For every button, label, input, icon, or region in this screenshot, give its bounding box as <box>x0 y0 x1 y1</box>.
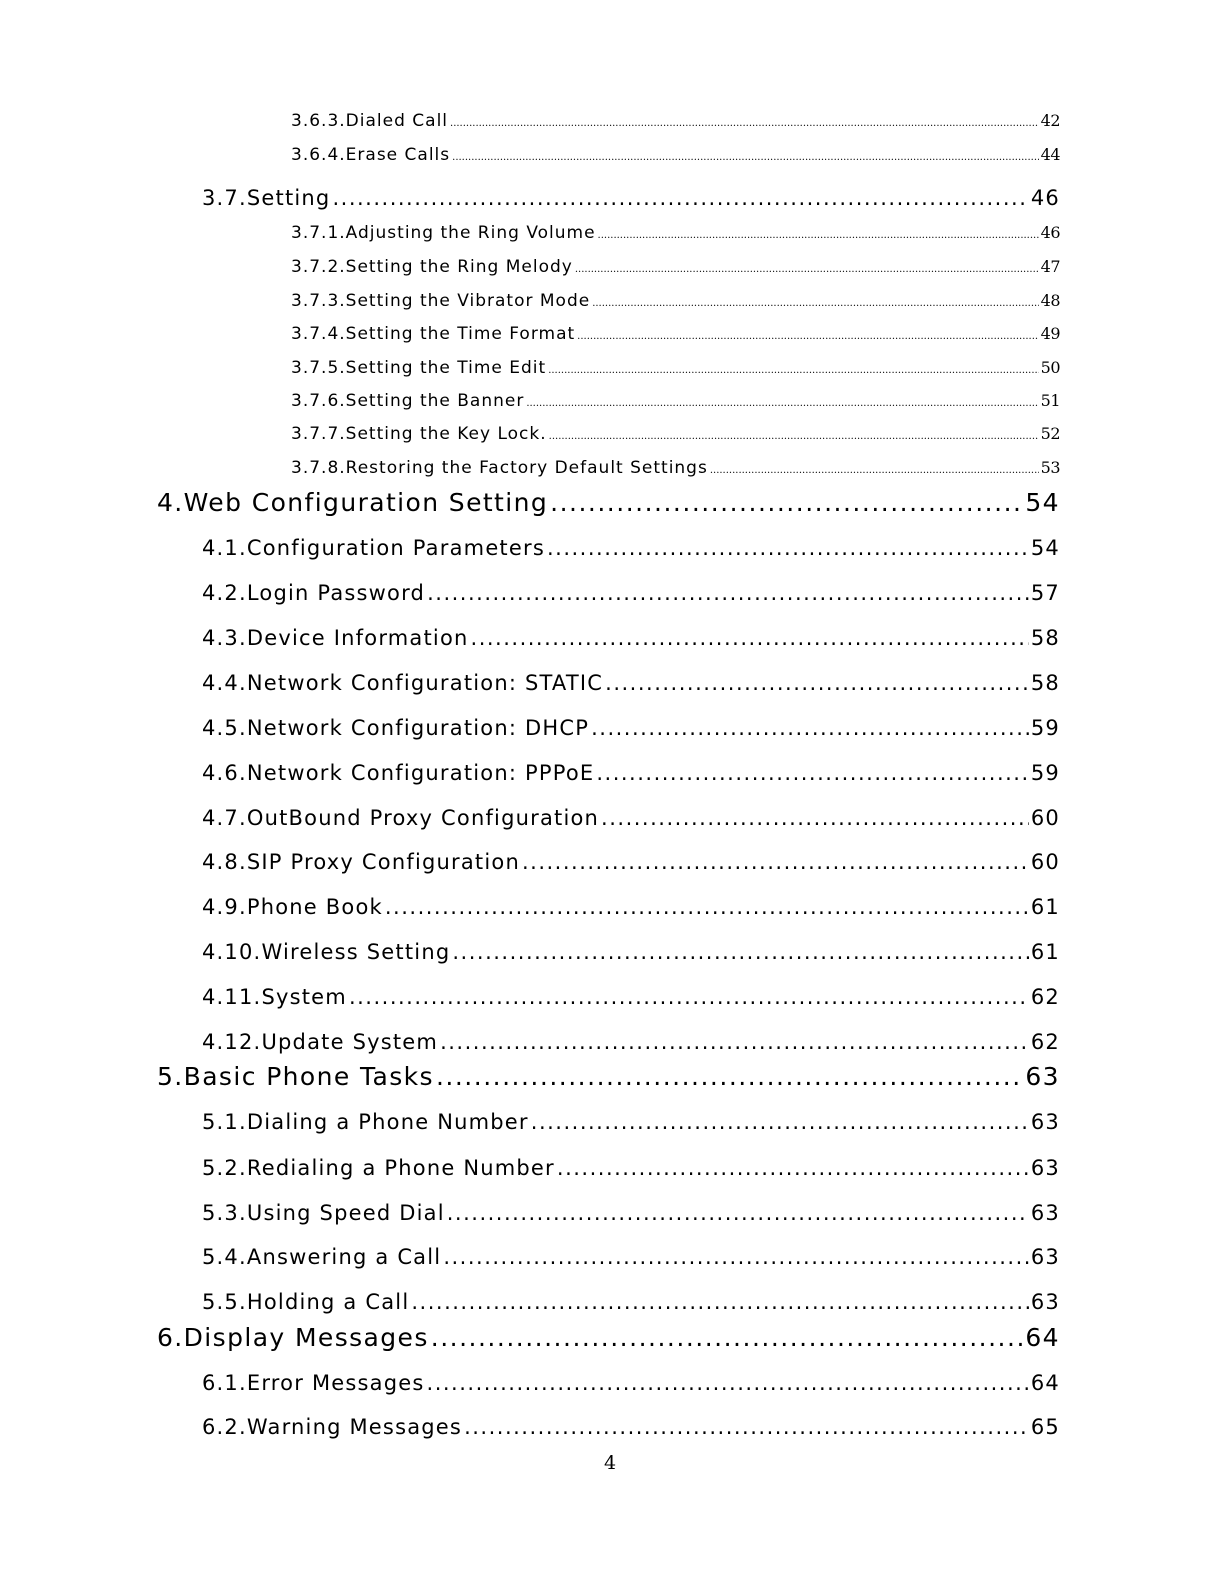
toc-entry[interactable] <box>291 324 1060 344</box>
dot-leader <box>548 365 1038 376</box>
toc-entry-page: 61 <box>1030 940 1060 964</box>
dot-leader <box>431 1323 1024 1352</box>
toc-entry-page: 64 <box>1025 1323 1060 1352</box>
dot-leader <box>452 940 1029 964</box>
toc-entry-number: 3.7.2. <box>291 257 346 277</box>
toc-entry-number: 3.7.7. <box>291 424 346 444</box>
toc-entry-number: 4.2. <box>202 581 247 605</box>
toc-entry-title: Web Configuration Setting <box>183 488 549 517</box>
toc-entry[interactable] <box>202 671 1060 695</box>
toc-entry-page: 63 <box>1030 1110 1060 1134</box>
toc-entry-number: 3.7.4. <box>291 324 346 344</box>
toc-entry[interactable] <box>202 1201 1060 1225</box>
toc-entry-page: 58 <box>1030 626 1060 650</box>
toc-entry[interactable] <box>202 1156 1060 1180</box>
dot-leader <box>557 1156 1029 1180</box>
toc-entry-page: 44 <box>1040 145 1060 164</box>
toc-entry-page: 53 <box>1040 458 1060 477</box>
toc-entry-number: 5.3. <box>202 1201 247 1225</box>
toc-entry[interactable] <box>291 257 1060 277</box>
toc-entry-title: Using Speed Dial <box>246 1201 445 1225</box>
toc-entry[interactable] <box>202 1371 1060 1395</box>
toc-entry-number: 3.7. <box>202 186 247 210</box>
toc-entry[interactable] <box>291 145 1060 165</box>
toc-entry-title: Holding a Call <box>246 1290 410 1314</box>
toc-entry-number: 5.5. <box>202 1290 247 1314</box>
toc-entry-number: 6.2. <box>202 1415 247 1439</box>
dot-leader <box>452 152 1039 163</box>
toc-entry[interactable] <box>202 850 1060 874</box>
toc-entry-title: Redialing a Phone Number <box>246 1156 555 1180</box>
toc-entry-page: 42 <box>1040 111 1060 130</box>
toc-entry-page: 62 <box>1030 985 1060 1009</box>
toc-entry-number: 3.7.6. <box>291 391 346 411</box>
toc-entry[interactable] <box>291 458 1060 478</box>
toc-entry-title: Dialing a Phone Number <box>246 1110 529 1134</box>
toc-entry-title: Erase Calls <box>345 145 451 165</box>
toc-entry-title: Restoring the Factory Default Settings <box>345 458 708 478</box>
dot-leader <box>450 118 1039 129</box>
toc-entry[interactable] <box>291 291 1060 311</box>
toc-entry-page: 63 <box>1030 1201 1060 1225</box>
toc-entry-page: 59 <box>1030 761 1060 785</box>
toc-entry-number: 3.7.1. <box>291 223 346 243</box>
toc-entry-title: Setting the Ring Melody <box>345 257 573 277</box>
toc-entry-number: 4.1. <box>202 536 247 560</box>
toc-entry[interactable] <box>157 488 1060 517</box>
toc-entry[interactable] <box>157 1062 1060 1091</box>
toc-entry-number: 3.7.8. <box>291 458 346 478</box>
toc-entry[interactable] <box>291 223 1060 243</box>
toc-entry-number: 4.9. <box>202 895 247 919</box>
toc-entry-title: Warning Messages <box>246 1415 463 1439</box>
dot-leader <box>443 1245 1029 1269</box>
dot-leader <box>471 626 1029 650</box>
dot-leader <box>550 488 1023 517</box>
dot-leader <box>427 1371 1029 1395</box>
toc-entry[interactable] <box>202 1030 1060 1054</box>
dot-leader <box>531 1110 1029 1134</box>
toc-entry[interactable] <box>202 895 1060 919</box>
toc-entry-page: 49 <box>1040 324 1060 343</box>
toc-entry-title: Update System <box>261 1030 439 1054</box>
toc-entry-page: 65 <box>1030 1415 1060 1439</box>
dot-leader <box>601 806 1029 830</box>
toc-entry-page: 48 <box>1040 291 1060 310</box>
toc-entry-page: 46 <box>1040 223 1060 242</box>
toc-entry[interactable] <box>202 1245 1060 1269</box>
toc-entry-number: 4.12. <box>202 1030 262 1054</box>
toc-entry-number: 3.7.3. <box>291 291 346 311</box>
toc-entry[interactable] <box>202 1290 1060 1314</box>
dot-leader <box>427 581 1029 605</box>
toc-entry[interactable] <box>157 1323 1060 1352</box>
toc-entry-number: 3.6.3. <box>291 111 346 131</box>
toc-entry[interactable] <box>202 806 1060 830</box>
toc-entry-page: 47 <box>1040 257 1060 276</box>
toc-entry-title: Login Password <box>246 581 426 605</box>
toc-entry[interactable] <box>202 186 1060 210</box>
toc-entry-page: 54 <box>1030 536 1060 560</box>
toc-entry-page: 51 <box>1040 391 1060 410</box>
toc-entry-title: OutBound Proxy Configuration <box>246 806 600 830</box>
toc-entry[interactable] <box>291 424 1060 444</box>
toc-entry[interactable] <box>202 626 1060 650</box>
toc-entry-number: 4.10. <box>202 940 262 964</box>
toc-entry-page: 46 <box>1030 186 1060 210</box>
toc-entry-title: Setting the Vibrator Mode <box>345 291 591 311</box>
toc-entry-number: 6.1. <box>202 1371 247 1395</box>
dot-leader <box>440 1030 1029 1054</box>
toc-entry[interactable] <box>202 985 1060 1009</box>
toc-entry-title: Wireless Setting <box>261 940 451 964</box>
dot-leader <box>547 536 1029 560</box>
toc-entry-number: 4.4. <box>202 671 247 695</box>
toc-entry-title: Dialed Call <box>345 111 449 131</box>
dot-leader <box>526 398 1038 409</box>
toc-entry-page: 62 <box>1030 1030 1060 1054</box>
toc-entry-title: Adjusting the Ring Volume <box>345 223 596 243</box>
toc-entry-page: 54 <box>1025 488 1060 517</box>
dot-leader <box>332 186 1028 210</box>
dot-leader <box>349 985 1029 1009</box>
toc-entry[interactable] <box>291 391 1060 411</box>
toc-entry-title: Device Information <box>246 626 469 650</box>
toc-entry-number: 5.2. <box>202 1156 247 1180</box>
toc-entry-title: Configuration Parameters <box>246 536 545 560</box>
toc-entry[interactable] <box>291 358 1060 378</box>
dot-leader <box>522 850 1029 874</box>
toc-entry-title: Network Configuration: PPPoE <box>246 761 595 785</box>
toc-entry-title: Network Configuration: STATIC <box>246 671 604 695</box>
toc-entry[interactable] <box>202 1415 1060 1439</box>
toc-entry[interactable] <box>202 536 1060 560</box>
dot-leader <box>577 331 1038 342</box>
toc-entry-page: 63 <box>1030 1290 1060 1314</box>
dot-leader <box>549 431 1039 442</box>
dot-leader <box>598 230 1039 241</box>
toc-entry-title: Answering a Call <box>246 1245 442 1269</box>
dot-leader <box>385 895 1029 919</box>
toc-entry-title: Setting <box>246 186 331 210</box>
toc-entry-page: 57 <box>1030 581 1060 605</box>
toc-entry[interactable] <box>202 1110 1060 1134</box>
dot-leader <box>447 1201 1029 1225</box>
toc-entry-page: 60 <box>1030 806 1060 830</box>
toc-entry-number: 3.7.5. <box>291 358 346 378</box>
toc-entry-title: Basic Phone Tasks <box>183 1062 434 1091</box>
toc-entry-page: 63 <box>1030 1156 1060 1180</box>
toc-entry-number: 4.7. <box>202 806 247 830</box>
toc-entry-title: Setting the Time Format <box>345 324 576 344</box>
toc-entry-page: 60 <box>1030 850 1060 874</box>
toc-entry-page: 59 <box>1030 716 1060 740</box>
toc-entry-title: Setting the Banner <box>345 391 525 411</box>
toc-entry-title: System <box>261 985 347 1009</box>
toc-entry-page: 63 <box>1030 1245 1060 1269</box>
toc-entry-title: Network Configuration: DHCP <box>246 716 590 740</box>
dot-leader <box>411 1290 1029 1314</box>
toc-entry[interactable] <box>291 111 1060 131</box>
toc-entry-title: Setting the Time Edit <box>345 358 547 378</box>
toc-entry[interactable] <box>202 716 1060 740</box>
toc-entry-page: 64 <box>1030 1371 1060 1395</box>
dot-leader <box>591 716 1029 740</box>
dot-leader <box>592 298 1038 309</box>
toc-entry-number: 4.5. <box>202 716 247 740</box>
toc-entry-page: 52 <box>1040 424 1060 443</box>
page-number: 4 <box>603 1452 617 1474</box>
toc-entry-title: SIP Proxy Configuration <box>246 850 520 874</box>
toc-entry-number: 5. <box>157 1062 184 1091</box>
toc-entry-title: Display Messages <box>183 1323 429 1352</box>
toc-entry-page: 50 <box>1040 358 1060 377</box>
toc-entry-number: 4.3. <box>202 626 247 650</box>
toc-entry-title: Phone Book <box>246 895 383 919</box>
toc-entry-number: 4.11. <box>202 985 262 1009</box>
toc-entry[interactable] <box>202 581 1060 605</box>
toc-entry-number: 3.6.4. <box>291 145 346 165</box>
toc-entry-number: 4. <box>157 488 184 517</box>
dot-leader <box>436 1062 1023 1091</box>
dot-leader <box>605 671 1029 695</box>
toc-entry-page: 58 <box>1030 671 1060 695</box>
toc-entry-number: 5.1. <box>202 1110 247 1134</box>
dot-leader <box>710 465 1039 476</box>
dot-leader <box>575 264 1039 275</box>
toc-entry-page: 63 <box>1025 1062 1060 1091</box>
dot-leader <box>596 761 1029 785</box>
toc-entry-number: 6. <box>157 1323 184 1352</box>
toc-entry-title: Setting the Key Lock. <box>345 424 547 444</box>
toc-entry-page: 61 <box>1030 895 1060 919</box>
toc-entry-number: 4.8. <box>202 850 247 874</box>
toc-entry-number: 5.4. <box>202 1245 247 1269</box>
toc-entry-number: 4.6. <box>202 761 247 785</box>
toc-entry[interactable] <box>202 940 1060 964</box>
dot-leader <box>464 1415 1029 1439</box>
toc-entry[interactable] <box>202 761 1060 785</box>
toc-entry-title: Error Messages <box>246 1371 425 1395</box>
